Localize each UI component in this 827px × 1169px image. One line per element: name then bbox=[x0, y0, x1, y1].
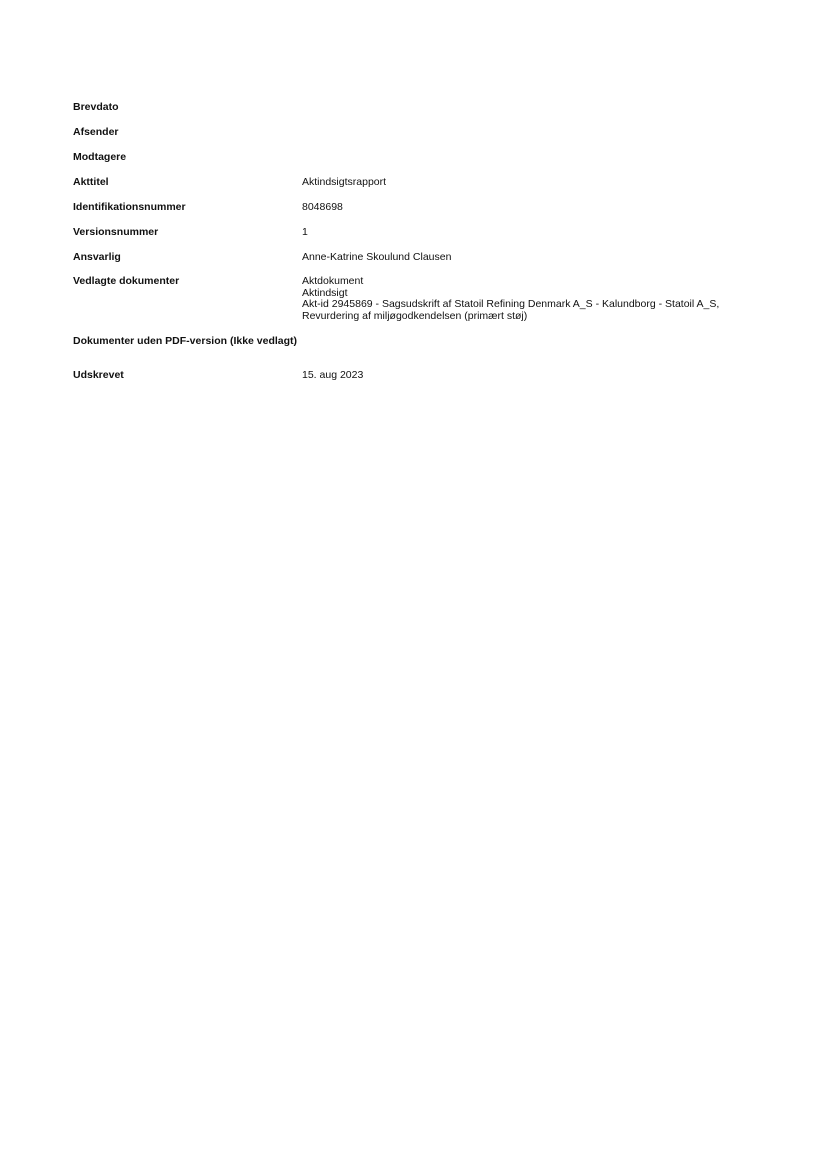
label-afsender: Afsender bbox=[73, 126, 119, 138]
label-identifikationsnummer: Identifikationsnummer bbox=[73, 201, 186, 213]
attachment-line: Revurdering af miljøgodkendelsen (primært støj) bbox=[302, 309, 528, 322]
attachment-line: Aktdokument bbox=[302, 275, 364, 287]
label-ansvarlig: Ansvarlig bbox=[73, 251, 121, 263]
label-dokumenter-uden-pdf: Dokumenter uden PDF-version (Ikke vedlagt) bbox=[73, 335, 298, 347]
attachment-line: Akt-id 2945869 - Sagsudskrift af Statoil Refining Denmark A_S - Kalundborg - Statoil A_S, bbox=[302, 298, 720, 310]
label-versionsnummer: Versionsnummer bbox=[73, 226, 159, 238]
label-brevdato: Brevdato bbox=[73, 101, 119, 113]
row-ansvarlig bbox=[73, 252, 773, 276]
row-akttitel bbox=[73, 177, 773, 202]
metadata-table bbox=[73, 102, 773, 390]
row-identifikationsnummer bbox=[73, 202, 773, 227]
row-udskrevet bbox=[73, 370, 773, 390]
row-afsender bbox=[73, 127, 773, 152]
value-versionsnummer: 1 bbox=[302, 226, 308, 238]
value-ansvarlig: Anne-Katrine Skoulund Clausen bbox=[302, 251, 452, 263]
row-vedlagte-dokumenter bbox=[73, 276, 773, 336]
label-udskrevet: Udskrevet bbox=[73, 369, 124, 381]
value-vedlagte-dokumenter bbox=[302, 276, 762, 322]
row-dokumenter-uden-pdf bbox=[73, 336, 773, 370]
value-akttitel: Aktindsigtsrapport bbox=[302, 176, 387, 188]
row-brevdato bbox=[73, 102, 773, 127]
row-modtagere bbox=[73, 152, 773, 177]
value-udskrevet: 15. aug 2023 bbox=[302, 369, 364, 381]
attachment-line: Aktindsigt bbox=[302, 286, 348, 299]
label-vedlagte-dokumenter: Vedlagte dokumenter bbox=[73, 275, 180, 287]
row-versionsnummer bbox=[73, 227, 773, 252]
label-modtagere: Modtagere bbox=[73, 151, 127, 163]
value-identifikationsnummer: 8048698 bbox=[302, 201, 343, 213]
label-akttitel: Akttitel bbox=[73, 176, 109, 188]
